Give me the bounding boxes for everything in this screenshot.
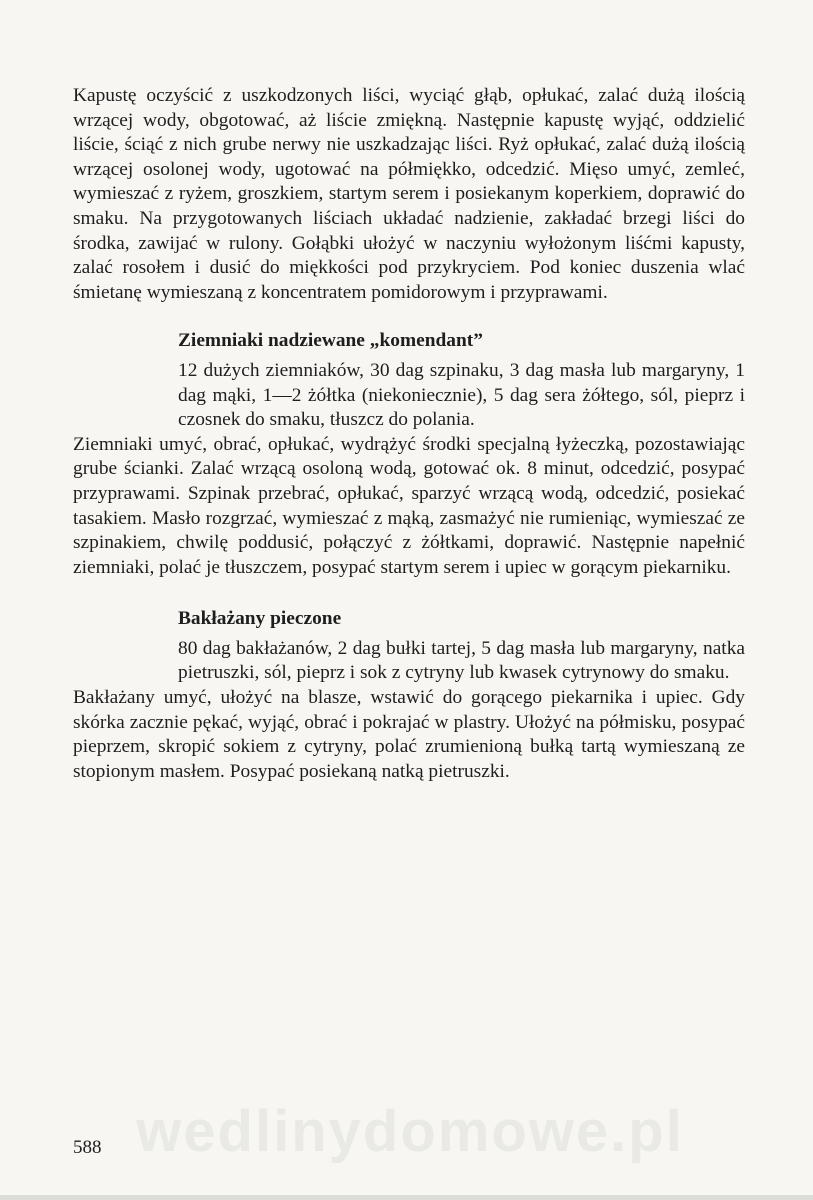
recipe-instructions-baklazany: Bakłażany umyć, ułożyć na blasze, wstawić do gorącego piekarnika i upiec. Gdy skórka zacznie pękać, wyjąć, obrać i pokrajać w plastry. Ułożyć na półmisku, posypać pieprzem, skropić sokiem z cytryny, polać zrumienioną bułką tartą wymieszaną ze stopionym masłem. Posypać posiekaną natką pietruszki. xyxy=(73,687,745,782)
page-number: 588 xyxy=(73,1137,102,1158)
page-bottom-edge xyxy=(0,1195,813,1200)
recipe-title-ziemniaki: Ziemniaki nadziewane „komendant” xyxy=(178,330,483,352)
recipe-instructions-ziemniaki: Ziemniaki umyć, obrać, opłukać, wydrążyć środki specjalną łyżeczką, pozostawiając grube ścianki. Zalać wrzącą osoloną wodą, gotować ok. 8 minut, odcedzić, posypać przyprawami. Szpinak przebrać, opłukać, sparzyć wrzącą wodą, odcedzić, posiekać tasakiem. Masło rozgrzać, wymieszać z mąką, zasmażyć nie rumieniąc, wymieszać ze szpinakiem, chwilę poddusić, połączyć z żółtkami, doprawić. Następnie napełnić ziemniaki, polać je tłuszczem, posypać startym serem i upiec w gorącym piekarniku. xyxy=(73,433,745,578)
recipe-ingredients-baklazany: 80 dag bakłażanów, 2 dag bułki tartej, 5 dag masła lub margaryny, natka pietruszki, sól, pieprz i sok z cytryny lub kwasek cytrynowy do smaku. xyxy=(178,637,745,684)
recipe-title-baklazany: Bakłażany pieczone xyxy=(178,608,342,630)
recipe-ingredients-ziemniaki: 12 dużych ziemniaków, 30 dag szpinaku, 3 dag masła lub margaryny, 1 dag mąki, 1—2 żółtka (niekoniecznie), 5 dag sera żółtego, sól, pieprz i czosnek do smaku, tłuszcz do polania. xyxy=(178,359,745,431)
watermark: wedlinydomowe.pl xyxy=(136,1099,684,1164)
page-content xyxy=(73,84,745,784)
intro-paragraph: Kapustę oczyścić z uszkodzonych liści, wyciąć głąb, opłukać, zalać dużą ilością wrzącej wody, obgotować, aż liście zmiękną. Następnie kapustę wyjąć, oddzielić liście, ściąć z nich grube nerwy nie uszkadzając liści. Ryż opłukać, zalać dużą ilością wrzącej osolonej wody, ugotować na półmiękko, odcedzić. Mięso umyć, zemleć, wymieszać z ryżem, groszkiem, startym serem i posiekanym koperkiem, doprawić do smaku. Na przygotowanych liściach układać nadzienie, zakładać brzegi liści do środka, zawijać w rulony. Gołąbki ułożyć w naczyniu wyłożonym liśćmi kapusty, zalać rosołem i dusić do miękkości pod przykryciem. Pod koniec duszenia wlać śmietanę wymieszaną z koncentratem pomidorowym i przyprawami. xyxy=(73,85,745,303)
